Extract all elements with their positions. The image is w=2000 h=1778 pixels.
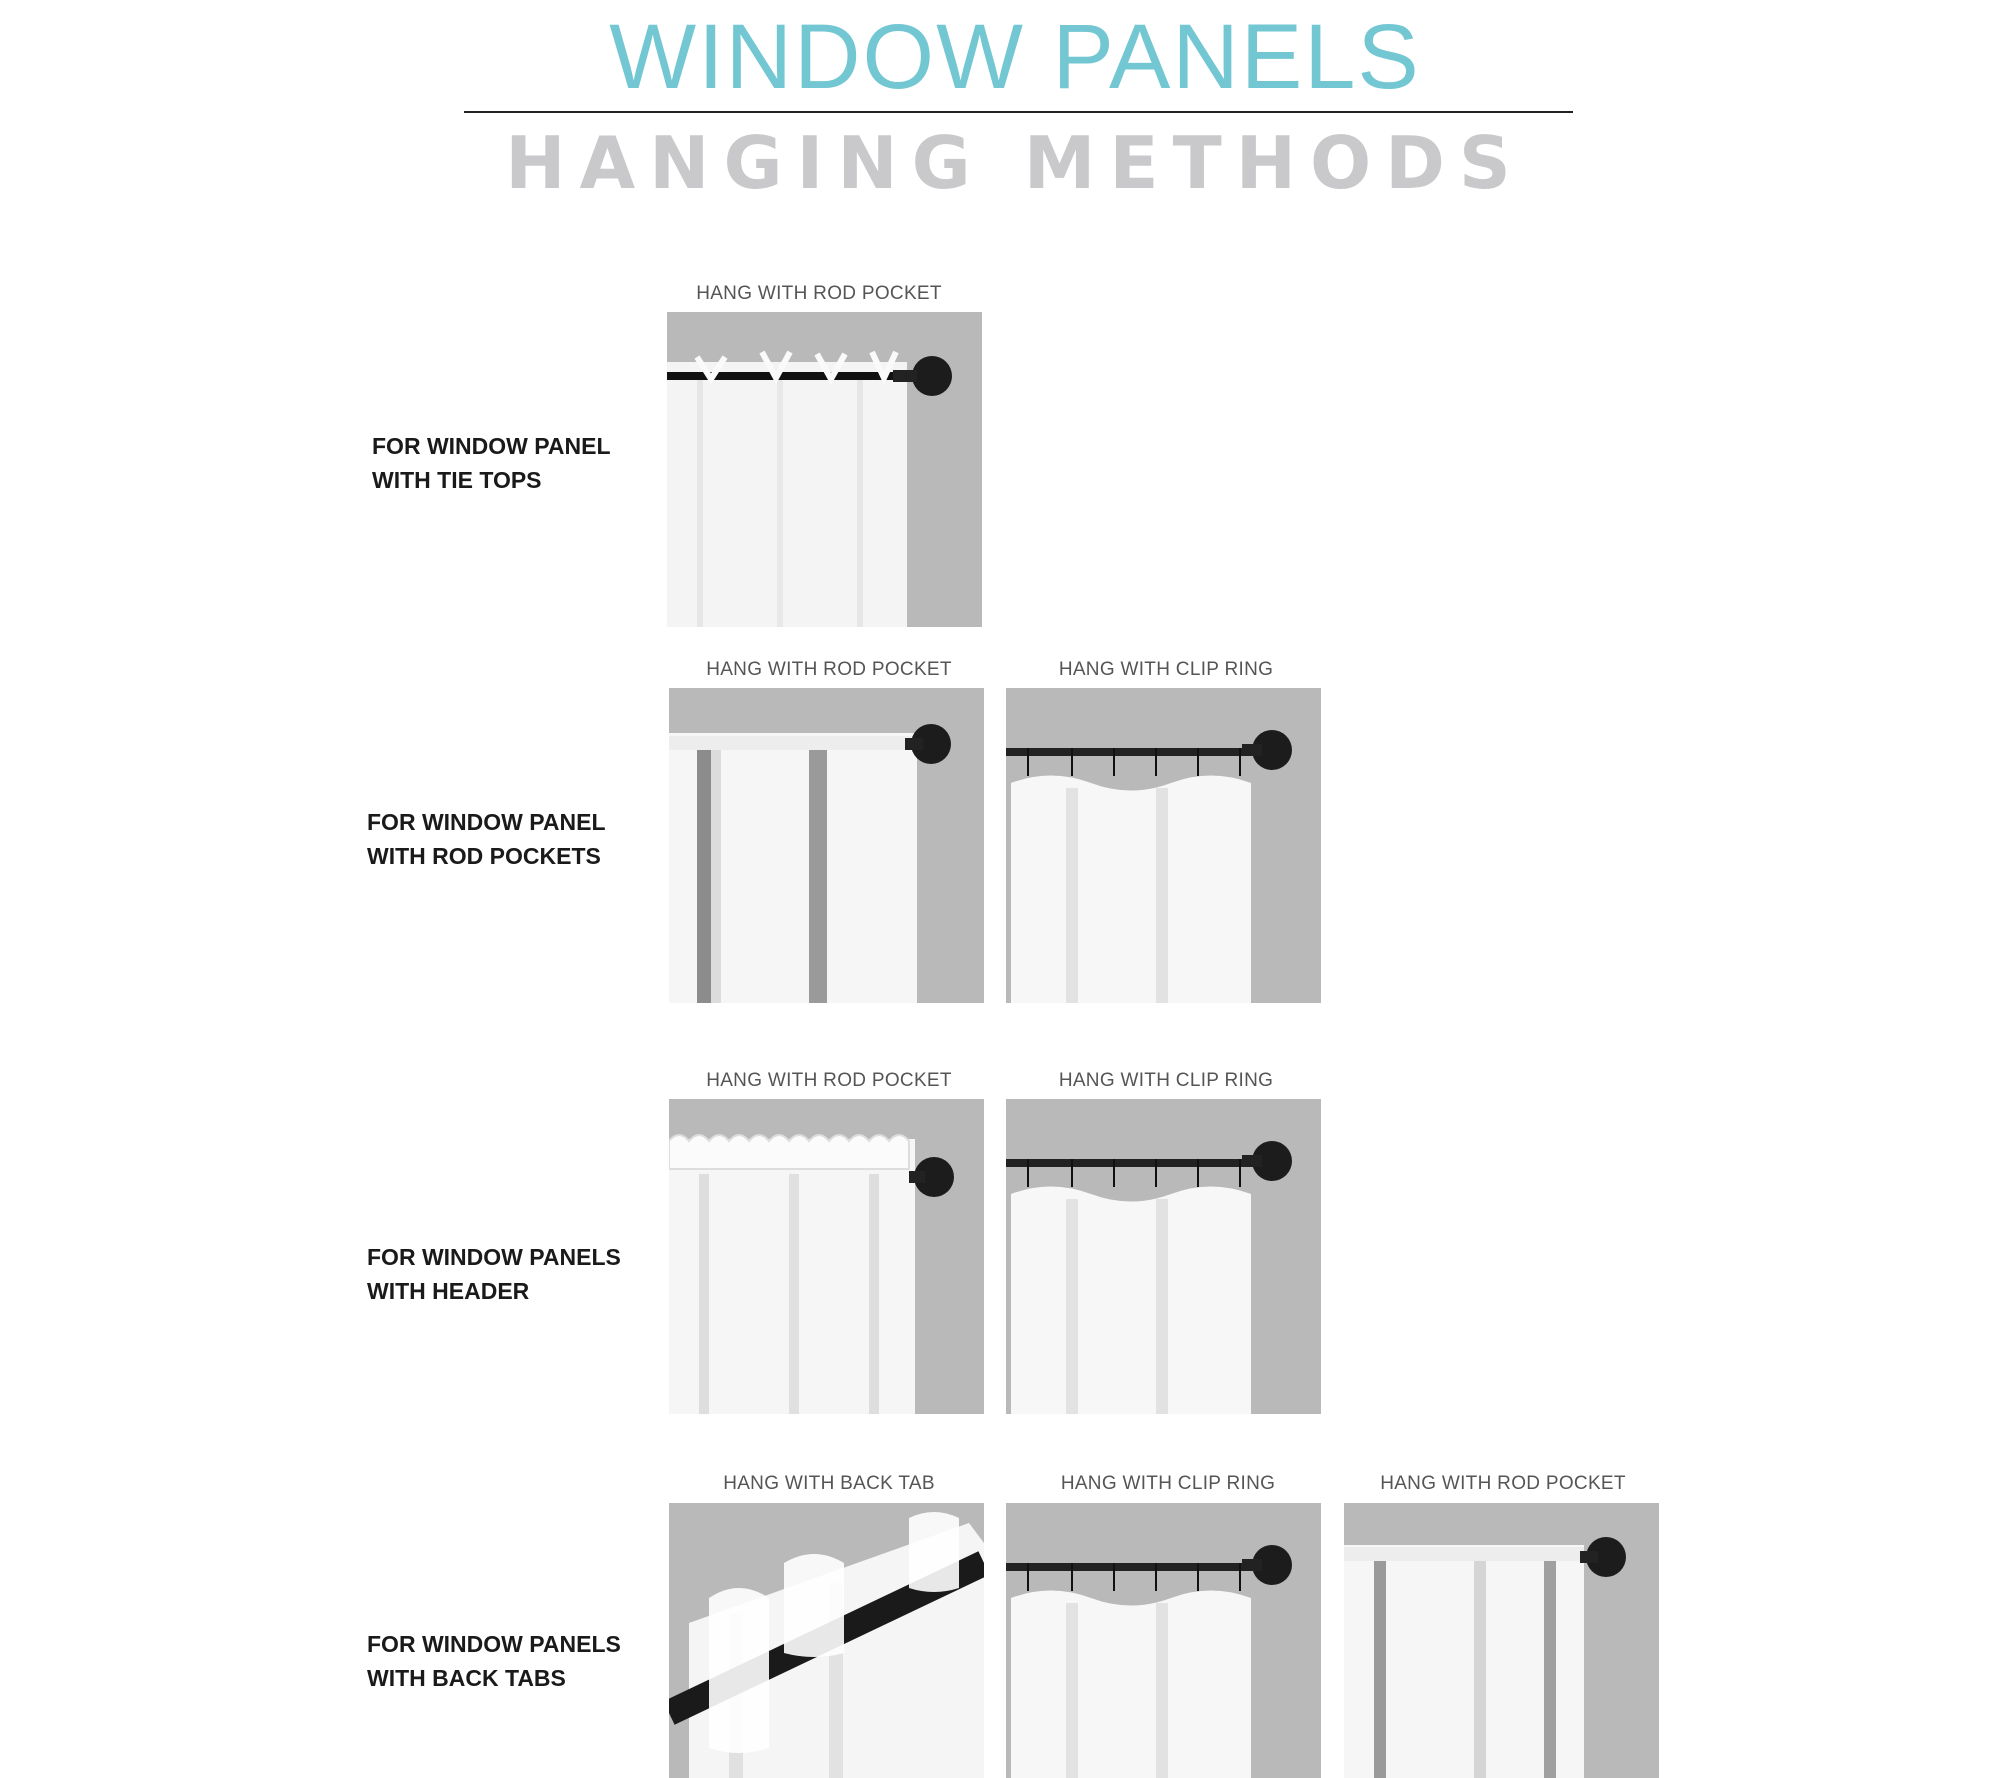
row-label-line: WITH TIE TOPS bbox=[372, 467, 542, 493]
method-image-tie-top-rod-pocket bbox=[667, 312, 982, 627]
row-label-line: FOR WINDOW PANELS bbox=[367, 1631, 621, 1657]
clip-ring-curtain-illustration bbox=[1006, 688, 1321, 1003]
method-caption-rod-pocket: HANG WITH ROD POCKET bbox=[1380, 1473, 1626, 1494]
method-caption-rod-pocket: HANG WITH ROD POCKET bbox=[696, 283, 942, 304]
method-image-header-rod-pocket bbox=[669, 1099, 984, 1414]
header-rod-pocket-curtain-illustration bbox=[669, 1099, 984, 1414]
method-image-rod-pocket bbox=[669, 688, 984, 1003]
method-image-back-tab-clip-ring bbox=[1006, 1503, 1321, 1778]
method-image-clip-ring bbox=[1006, 688, 1321, 1003]
page-title: WINDOW PANELS bbox=[609, 6, 1421, 108]
method-caption-clip-ring: HANG WITH CLIP RING bbox=[1060, 1473, 1276, 1494]
row-label-tie-tops bbox=[372, 429, 611, 497]
rod-pocket-curtain-illustration bbox=[669, 688, 984, 1003]
method-caption-rod-pocket: HANG WITH ROD POCKET bbox=[706, 659, 952, 680]
row-label-back-tabs bbox=[367, 1627, 621, 1695]
back-tab-rod-pocket-curtain-illustration bbox=[1344, 1503, 1659, 1778]
row-label-line: FOR WINDOW PANEL bbox=[367, 809, 606, 835]
row-label-line: WITH BACK TABS bbox=[367, 1665, 566, 1691]
back-tab-clip-ring-curtain-illustration bbox=[1006, 1503, 1321, 1778]
row-label-header bbox=[367, 1240, 621, 1308]
method-image-header-clip-ring bbox=[1006, 1099, 1321, 1414]
method-image-back-tab-rod-pocket bbox=[1344, 1503, 1659, 1778]
method-caption-rod-pocket: HANG WITH ROD POCKET bbox=[706, 1070, 952, 1091]
back-tab-curtain-illustration bbox=[669, 1503, 984, 1778]
page-subtitle: HANGING METHODS bbox=[505, 121, 1525, 205]
method-caption-clip-ring: HANG WITH CLIP RING bbox=[1058, 1070, 1274, 1091]
method-caption-back-tab: HANG WITH BACK TAB bbox=[723, 1473, 935, 1494]
header-clip-ring-curtain-illustration bbox=[1006, 1099, 1321, 1414]
row-label-line: FOR WINDOW PANELS bbox=[367, 1244, 621, 1270]
method-image-back-tab bbox=[669, 1503, 984, 1778]
row-label-line: WITH ROD POCKETS bbox=[367, 843, 601, 869]
row-label-line: FOR WINDOW PANEL bbox=[372, 433, 611, 459]
title-divider bbox=[464, 111, 1573, 113]
tie-top-curtain-illustration bbox=[667, 312, 982, 627]
row-label-rod-pockets bbox=[367, 805, 606, 873]
row-label-line: WITH HEADER bbox=[367, 1278, 530, 1304]
method-caption-clip-ring: HANG WITH CLIP RING bbox=[1058, 659, 1274, 680]
